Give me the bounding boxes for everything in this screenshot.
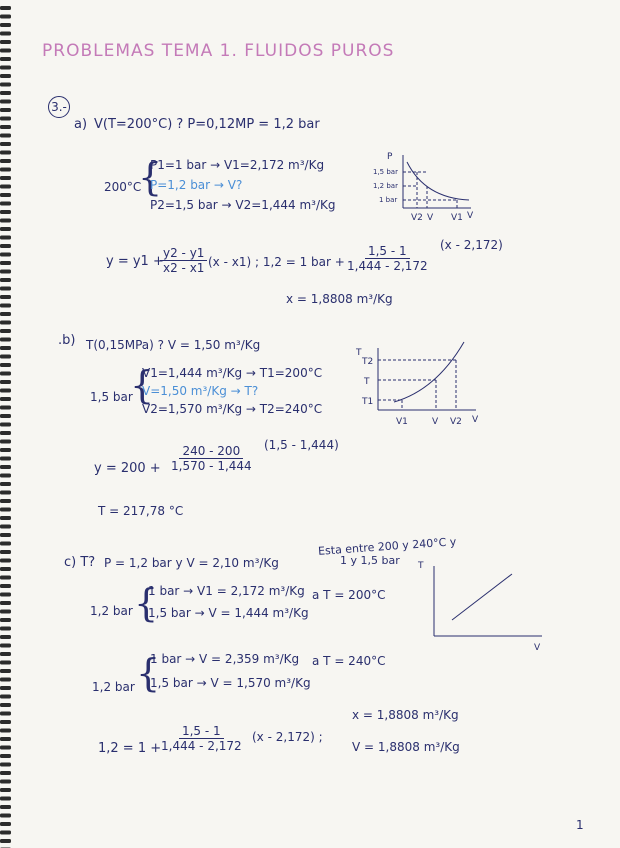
part-c-result-2: V = 1,8808 m³/Kg <box>352 740 460 754</box>
graph-a-p2: 1,2 bar <box>373 182 398 190</box>
interp-b-frac <box>168 444 255 473</box>
graph-a-v2: V2 <box>411 213 423 223</box>
part-c-eq-lhs: 1,2 = 1 + <box>98 741 162 756</box>
page-title: PROBLEMAS TEMA 1. FLUIDOS PUROS <box>42 41 395 61</box>
part-a-label: a) <box>74 117 88 132</box>
part-b-row-3: V2=1,570 m³/Kg → T2=240°C <box>142 402 323 416</box>
part-a-result: x = 1,8808 m³/Kg <box>286 292 393 306</box>
problem-number: 3.- <box>48 96 70 118</box>
pv-graph-a <box>365 150 475 225</box>
graph-b-vaxis: V <box>472 415 479 425</box>
part-a-question: V(T=200°C) ? P=0,12MP = 1,2 bar <box>94 117 320 132</box>
part-c-den: 1,444 - 2,172 <box>161 739 242 753</box>
part-c-note-2: 1 y 1,5 bar <box>340 554 400 567</box>
graph-a-vaxis: V <box>467 211 474 221</box>
interp-a-frac2 <box>344 244 431 273</box>
interp-b-lhs: y = 200 + <box>94 461 161 476</box>
part-b-row-2: V=1,50 m³/Kg → T? <box>142 384 259 398</box>
interp-a-den1: x2 - x1 <box>163 261 205 275</box>
part-c-at-2: a T = 240°C <box>312 654 386 668</box>
brace-c1: { <box>134 581 159 625</box>
interp-b-den: 1,570 - 1,444 <box>171 459 252 473</box>
part-c-p-label-2: 1,2 bar <box>92 680 135 694</box>
graph-b-t1: T1 <box>362 397 374 407</box>
graph-a-v: V <box>427 213 434 223</box>
part-b-result: T = 217,78 °C <box>98 504 184 518</box>
part-c-frac <box>158 724 245 753</box>
part-a-row-2: P=1,2 bar → V? <box>150 178 243 192</box>
part-c-row1-1: 1 bar → V1 = 2,172 m³/Kg <box>148 584 305 598</box>
graph-a-p1: 1,5 bar <box>373 168 398 176</box>
part-c-p-label-1: 1,2 bar <box>90 604 133 618</box>
brace-a: { <box>138 155 163 199</box>
graph-a-v1: V1 <box>451 213 463 223</box>
page-number: 1 <box>576 818 584 832</box>
part-c-note-1: Esta entre 200 y 240°C y <box>317 535 457 558</box>
graph-c-t: T <box>418 561 424 571</box>
tv-graph-b <box>352 340 482 435</box>
part-c-row2-1: 1 bar → V = 2,359 m³/Kg <box>150 652 300 666</box>
graph-a-p: P <box>387 152 393 162</box>
brace-b: { <box>130 363 155 407</box>
graph-b-v1: V1 <box>396 417 408 427</box>
part-c-label: c) T? <box>64 555 96 570</box>
interp-b-num: 240 - 200 <box>179 444 243 459</box>
brace-c2: { <box>136 651 161 695</box>
interp-a-lhs: y = y1 + <box>106 254 164 269</box>
part-c-at-1: a T = 200°C <box>312 588 386 602</box>
part-a-temp-label: 200°C <box>104 180 142 194</box>
interp-a-mid: (x - x1) ; 1,2 = 1 bar + <box>208 255 345 269</box>
graph-b-t2: T2 <box>362 357 374 367</box>
part-c-row2-2: 1,5 bar → V = 1,570 m³/Kg <box>150 676 311 690</box>
part-c-result-1: x = 1,8808 m³/Kg <box>352 708 459 722</box>
interp-b-tail: (1,5 - 1,444) <box>264 438 339 452</box>
graph-b-tm: T <box>364 377 370 387</box>
part-b-label: .b) <box>58 333 76 348</box>
graph-a-p3: 1 bar <box>379 196 398 204</box>
part-a-row-1: P1=1 bar → V1=2,172 m³/Kg <box>150 158 325 172</box>
interp-a-frac1 <box>160 246 207 275</box>
graph-b-t: T <box>356 348 362 358</box>
interp-a-num2: 1,5 - 1 <box>365 244 410 259</box>
tv-graph-c <box>416 556 546 653</box>
interp-a-tail: (x - 2,172) <box>440 238 503 252</box>
part-b-question: T(0,15MPa) ? V = 1,50 m³/Kg <box>86 338 261 352</box>
part-a-row-3: P2=1,5 bar → V2=1,444 m³/Kg <box>150 198 336 212</box>
part-c-row1-2: 1,5 bar → V = 1,444 m³/Kg <box>148 606 309 620</box>
interp-a-den2: 1,444 - 2,172 <box>347 259 428 273</box>
graph-b-v: V <box>432 417 439 427</box>
interp-a-num1: y2 - y1 <box>160 246 207 261</box>
part-b-row-1: V1=1,444 m³/Kg → T1=200°C <box>142 366 323 380</box>
part-b-pressure-label: 1,5 bar <box>90 390 133 404</box>
part-c-question: P = 1,2 bar y V = 2,10 m³/Kg <box>104 556 279 570</box>
part-c-num: 1,5 - 1 <box>179 724 224 739</box>
graph-c-v: V <box>534 643 541 653</box>
graph-b-v2: V2 <box>450 417 462 427</box>
part-c-tail: (x - 2,172) ; <box>252 730 323 744</box>
